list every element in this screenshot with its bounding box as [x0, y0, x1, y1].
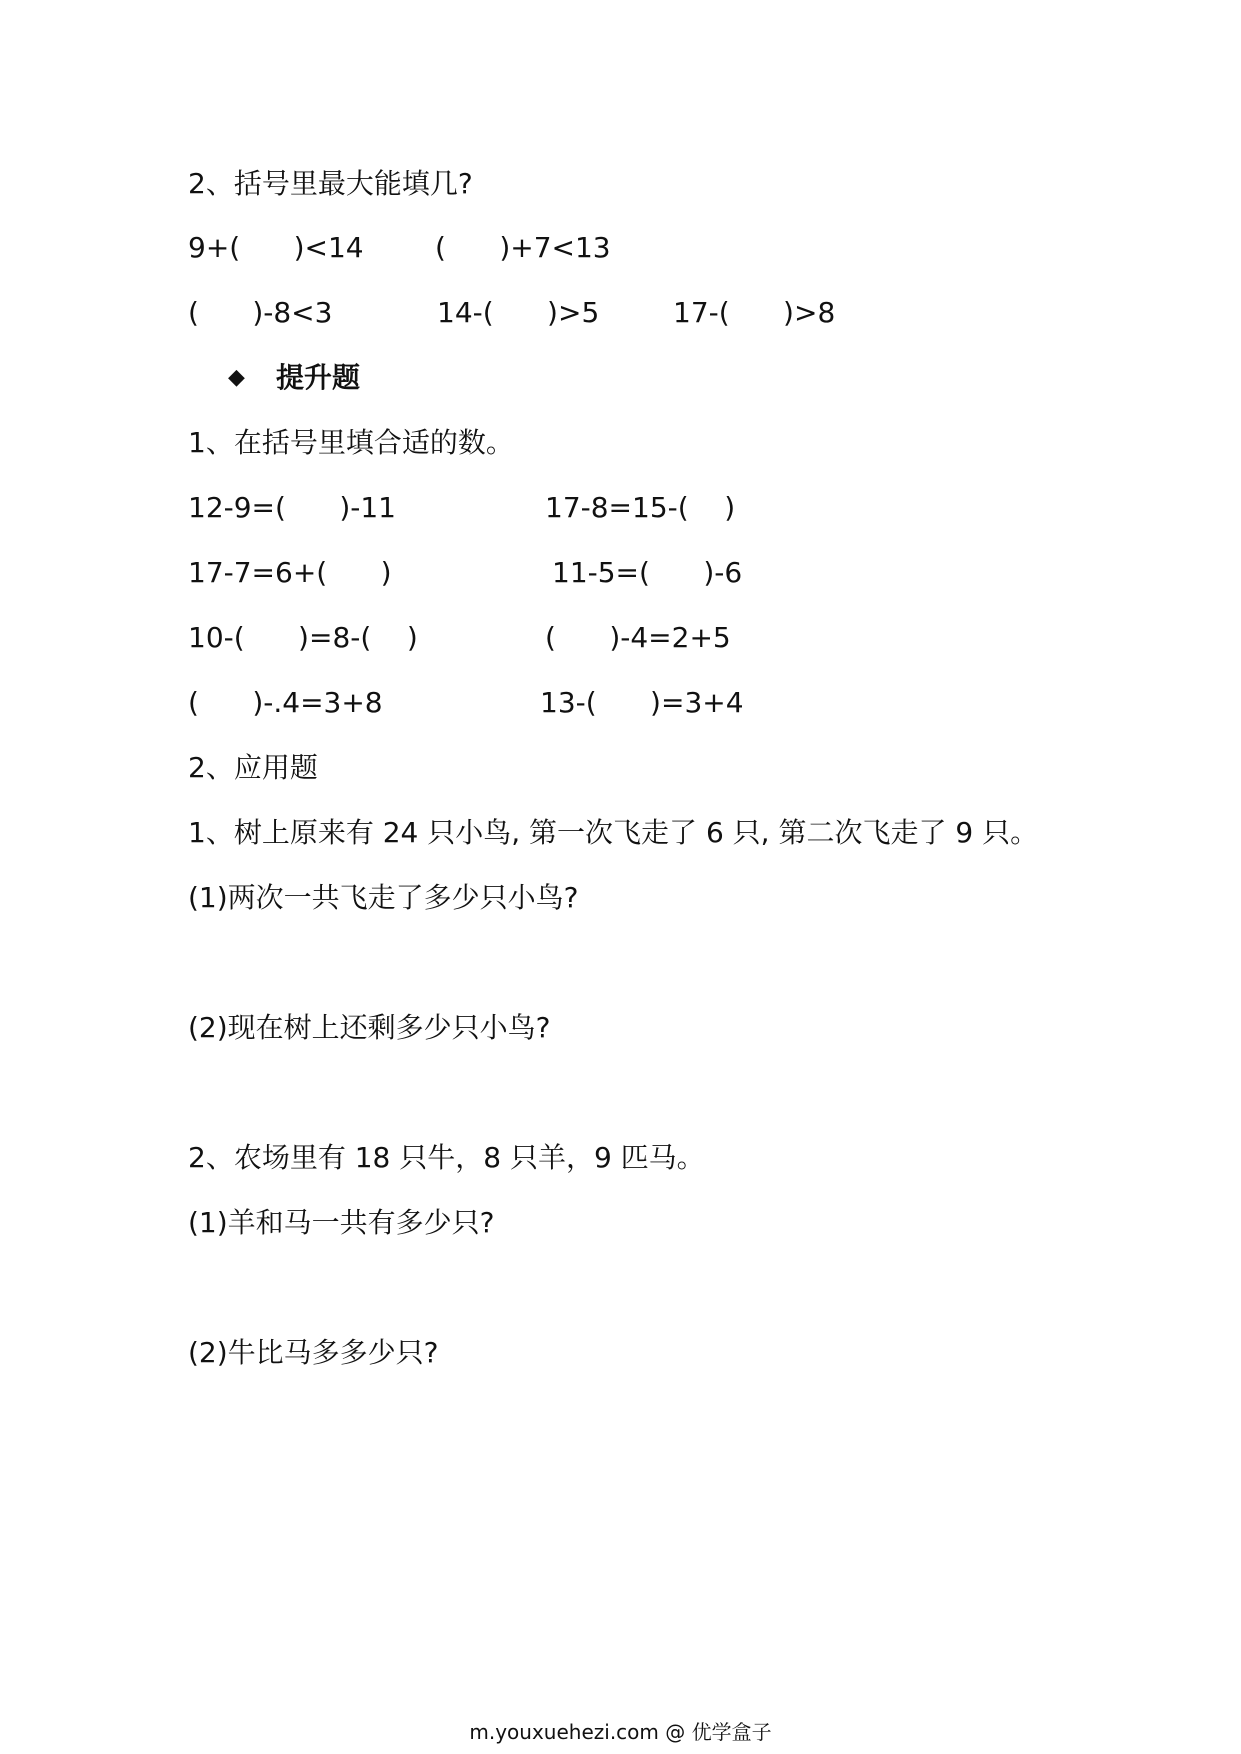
- problem-text: 2、农场里有 18 只牛，8 只羊，9 匹马。: [188, 1141, 705, 1174]
- q2-expression: 9+( )<14: [188, 231, 364, 264]
- fill-expression: 10-( )=8-( ): [188, 621, 418, 654]
- fill-expression: 11-5=( )-6: [552, 556, 743, 589]
- application-title: 2、应用题: [188, 751, 318, 784]
- footer-watermark: m.youxuehezi.com @ 优学盒子: [469, 1720, 772, 1744]
- diamond-icon: ◆: [228, 365, 245, 390]
- fill-expression: ( )-4=2+5: [545, 621, 731, 654]
- fill-expression: 12-9=( )-11: [188, 491, 396, 524]
- section-title: 提升题: [276, 361, 361, 394]
- q2-expression: 14-( )>5: [437, 296, 600, 329]
- fill-expression: 17-7=6+( ): [188, 556, 392, 589]
- q2-expression: ( )+7<13: [435, 231, 611, 264]
- problem-question: (1)两次一共飞走了多少只小鸟?: [188, 881, 579, 914]
- fill-expression: 17-8=15-( ): [545, 491, 736, 524]
- q2-expression: ( )-8<3: [188, 296, 333, 329]
- q2-title: 2、括号里最大能填几?: [188, 167, 473, 200]
- q2-expression: 17-( )>8: [673, 296, 836, 329]
- fill-title: 1、在括号里填合适的数。: [188, 426, 514, 459]
- problem-text: 1、树上原来有 24 只小鸟, 第一次飞走了 6 只, 第二次飞走了 9 只。: [188, 816, 1039, 849]
- problem-question: (1)羊和马一共有多少只?: [188, 1206, 495, 1239]
- problem-question: (2)牛比马多多少只?: [188, 1336, 439, 1369]
- fill-expression: 13-( )=3+4: [540, 686, 744, 719]
- problem-question: (2)现在树上还剩多少只小鸟?: [188, 1011, 551, 1044]
- fill-expression: ( )-.4=3+8: [188, 686, 383, 719]
